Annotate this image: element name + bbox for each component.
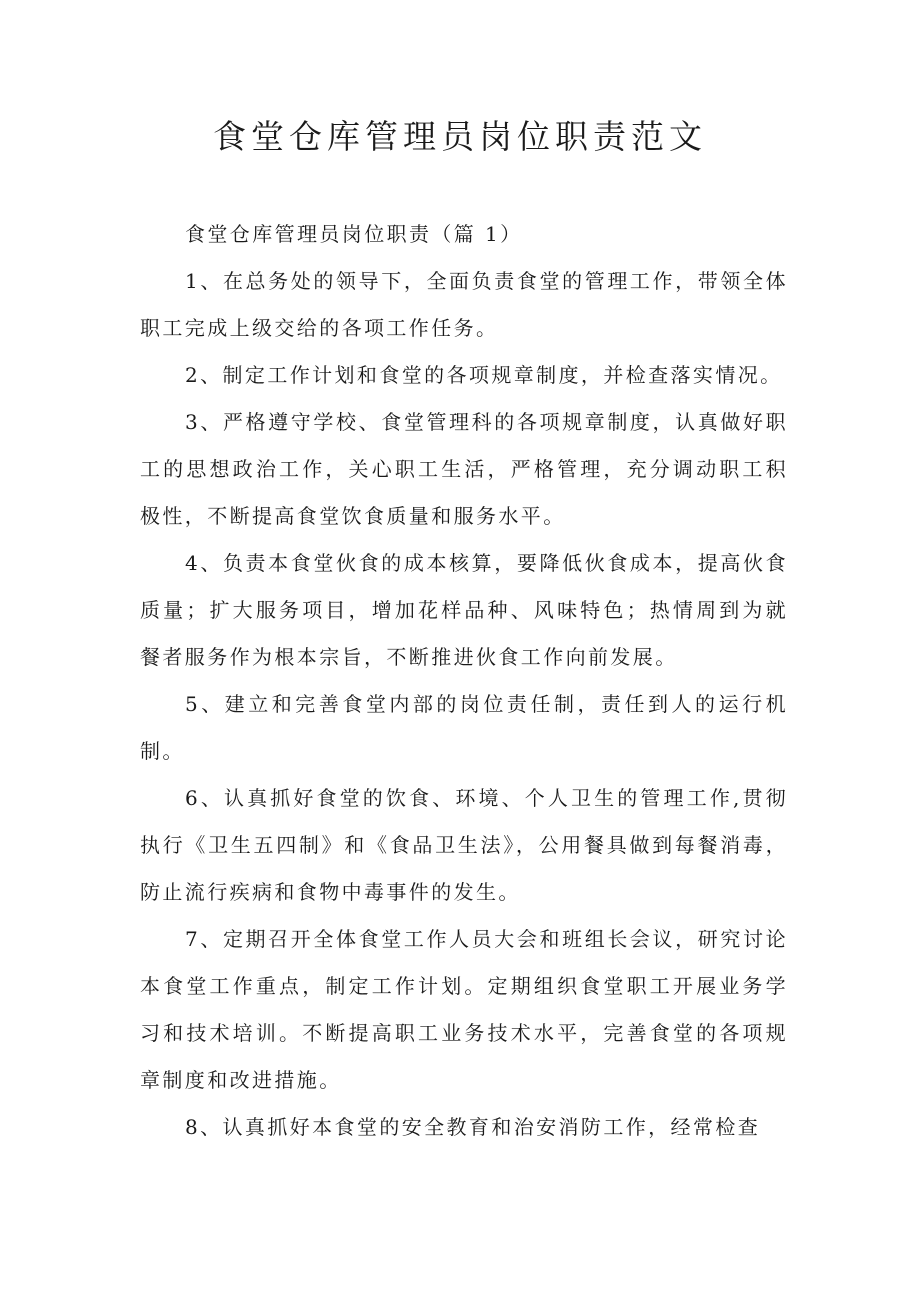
- paragraph-6: 6、认真抓好食堂的饮食、环境、个人卫生的管理工作,贯彻执行《卫生五四制》和《食品卫生法》，公用餐具做到每餐消毒，防止流行疾病和食物中毒事件的发生。: [140, 786, 788, 904]
- paragraph-2: 2、制定工作计划和食堂的各项规章制度，并检查落实情况。: [185, 363, 783, 387]
- document-body: [140, 211, 788, 1151]
- paragraph-1: 1、在总务处的领导下，全面负责食堂的管理工作，带领全体职工完成上级交给的各项工作任务。: [140, 269, 788, 340]
- paragraph-5: 5、建立和完善食堂内部的岗位责任制，责任到人的运行机制。: [140, 692, 788, 763]
- paragraph-8: 8、认真抓好本食堂的安全教育和治安消防工作，经常检查: [185, 1115, 761, 1139]
- paragraph-3: 3、严格遵守学校、食堂管理科的各项规章制度，认真做好职工的思想政治工作，关心职工生活，严格管理，充分调动职工积极性，不断提高食堂饮食质量和服务水平。: [140, 410, 788, 528]
- section-heading: 食堂仓库管理员岗位职责（篇 1）: [185, 222, 523, 246]
- document-title: 食堂仓库管理员岗位职责范文: [213, 117, 707, 156]
- paragraph-7: 7、定期召开全体食堂工作人员大会和班组长会议，研究讨论本食堂工作重点，制定工作计划。定期组织食堂职工开展业务学习和技术培训。不断提高职工业务技术水平，完善食堂的各项规章制度和改进措施。: [140, 927, 788, 1092]
- paragraph-4: 4、负责本食堂伙食的成本核算，要降低伙食成本，提高伙食质量；扩大服务项目，增加花样品种、风味特色；热情周到为就餐者服务作为根本宗旨，不断推进伙食工作向前发展。: [140, 551, 788, 669]
